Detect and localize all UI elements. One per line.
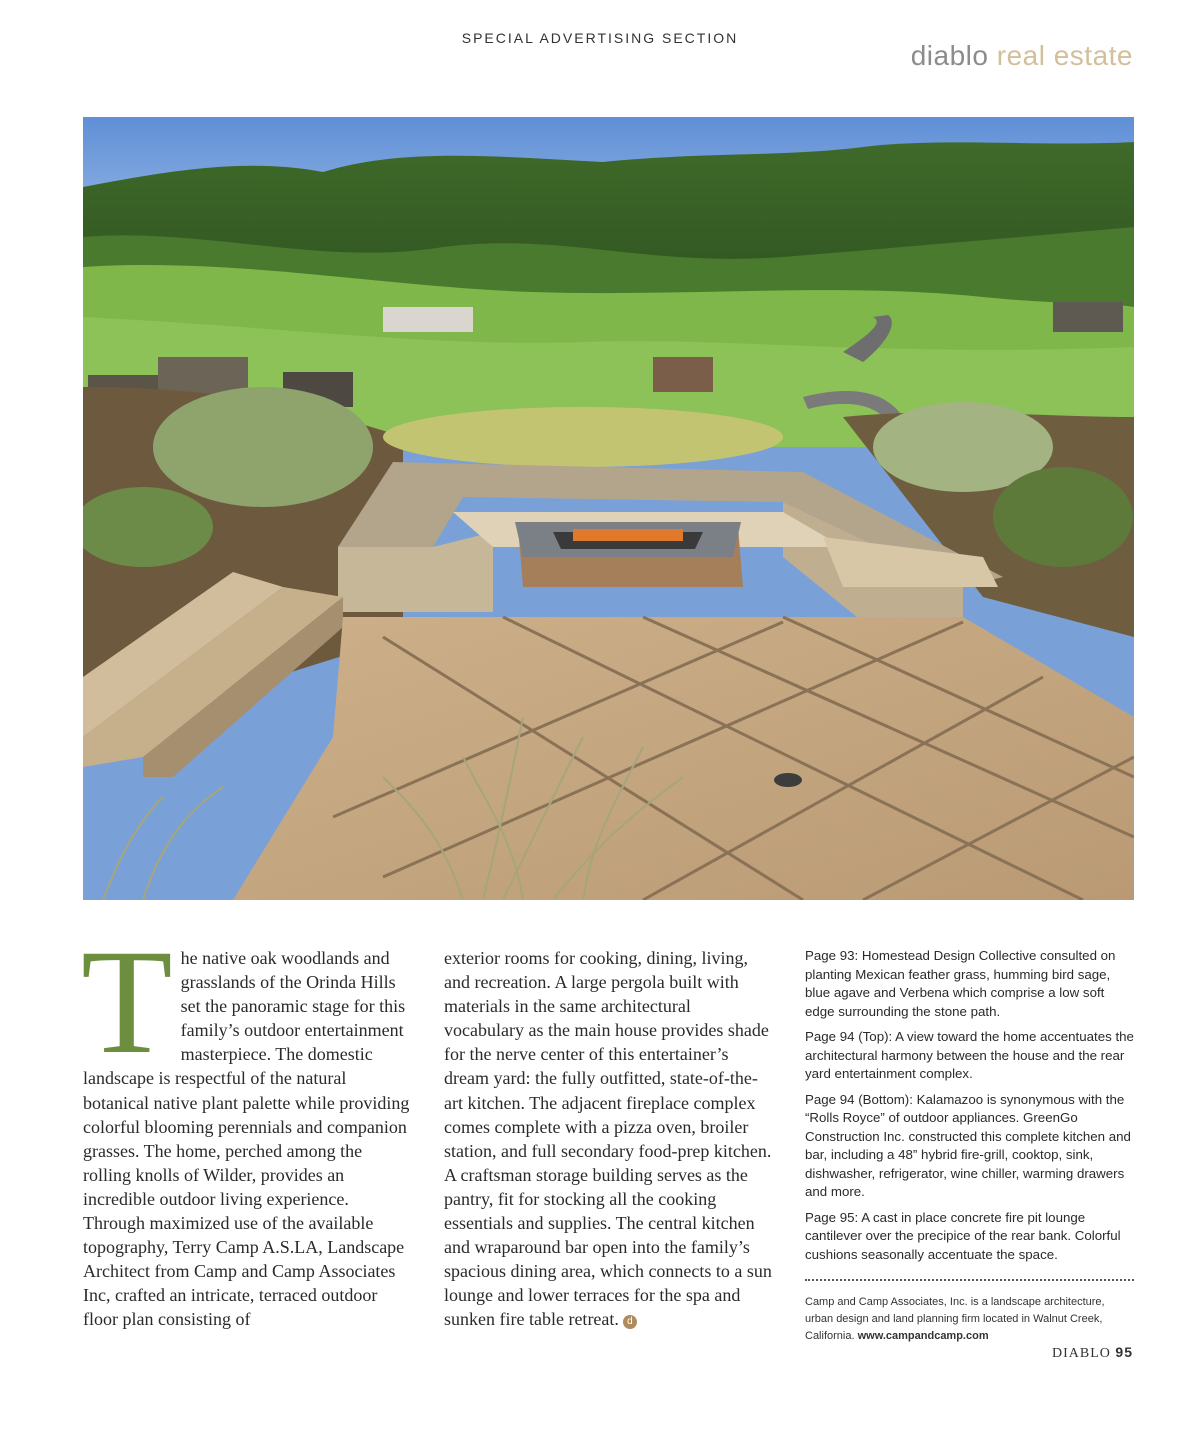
drop-cap: T: [81, 919, 173, 1085]
article-column-1-text: he native oak woodlands and grasslands of the Orinda Hills set the panoramic stage for this family’s outdoor entertainment masterpiece. The domestic landscape is respectful of the natural botanical native plant palette while providing colorful blooming perennials and companion grasses. The home, perched among the rolling knolls of Wilder, provides an incredible outdoor living experience. Through maximized use of the available topography, Terry Camp A.S.LA, Landscape Architect from Camp and Camp Associates Inc, crafted an intricate, terraced outdoor floor plan consisting of: [83, 948, 410, 1330]
photo-captions: [805, 947, 1135, 1271]
brand-name-part2: real estate: [996, 40, 1133, 71]
fire-pit-lounge-photo: [83, 117, 1134, 900]
folio-page-number: 95: [1115, 1344, 1133, 1360]
caption-page-94-top: Page 94 (Top): A view toward the home accentuates the architectural harmony between the house and the rear yard entertainment complex.: [805, 1029, 1134, 1081]
page-folio: [1052, 1344, 1133, 1362]
caption-page-95: Page 95: A cast in place concrete fire pit lounge cantilever over the precipice of the rear bank. Colorful cushions seasonally accentuate the space.: [805, 1209, 1121, 1262]
credit-text: Camp and Camp Associates, Inc. is a landscape architecture, urban design and land planning firm located in Walnut Creek, California.: [805, 1296, 1105, 1342]
credit-url[interactable]: www.campandcamp.com: [857, 1330, 989, 1342]
end-mark-icon: d: [623, 1315, 637, 1329]
article-column-1: [81, 919, 413, 1332]
brand-name-part1: diablo: [910, 40, 989, 71]
folio-magazine: DIABLO: [1052, 1346, 1111, 1361]
caption-page-94-bottom: Page 94 (Bottom): Kalamazoo is synonymous with the “Rolls Royce” of outdoor appliances. GreenGo Construction Inc. constructed this complete kitchen and bar, including a 48” hybrid fire-grill, cooktop, sink, dishwasher, refrigerator, wine chiller, warming drawers and more.: [805, 1091, 1131, 1199]
article-column-2: [444, 946, 774, 1332]
caption-page-93: Page 93: Homestead Design Collective consulted on planting Mexican feather grass, humming bird sage, blue agave and Verbena which comprise a low soft edge surrounding the stone path.: [805, 948, 1116, 1019]
dotted-divider: [805, 1279, 1134, 1281]
article-column-2-text: exterior rooms for cooking, dining, living, and recreation. A large pergola built with materials in the same architectural vocabulary as the main house provides shade for the nerve center of this entertainer’s dream yard: the fully outfitted, state-of-the-art kitchen. The adjacent fireplace complex comes complete with a pizza oven, broiler station, and full secondary food-prep kitchen. A craftsman storage building serves as the pantry, fit for stocking all the cooking essentials and supplies. The central kitchen and wraparound bar open into the family’s spacious dining area, which connects to a sun lounge and lower terraces for the spa and sunken fire table retreat.: [444, 948, 772, 1330]
section-label: SPECIAL ADVERTISING SECTION: [461, 30, 739, 46]
firm-credit: [805, 1294, 1135, 1345]
brand-logo: [911, 40, 1133, 72]
